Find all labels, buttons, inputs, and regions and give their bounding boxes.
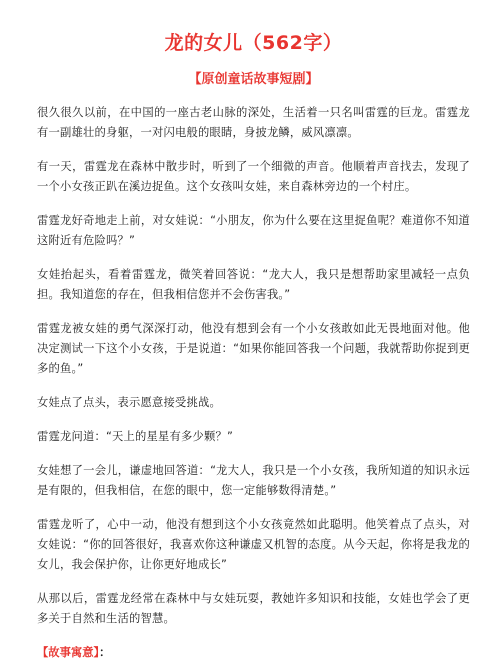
paragraph: 雷霆龙听了，心中一动，他没有想到这个小女孩竟然如此聪明。他笑着点了点头，对女娃说：“你的回答很好，我喜欢你这种谦虚又机智的态度。从今天起，你将是我龙的女儿，我会保护你，让你更好地成长” <box>37 518 470 571</box>
paragraph: 女娃抬起头，看着雷霆龙，微笑着回答说：“龙大人，我只是想帮助家里减轻一点负担。我知道您的存在，但我相信您并不会伤害我。” <box>37 268 470 301</box>
story-body <box>37 103 470 663</box>
moral-label: 【故事寓意】 <box>37 646 100 659</box>
paragraph: 从那以后，雷霆龙经常在森林中与女娃玩耍，教她许多知识和技能，女娃也学会了更多关于自然和生活的智慧。 <box>37 592 470 625</box>
paragraph: 很久很久以前，在中国的一座古老山脉的深处，生活着一只名叫雷霆的巨龙。雷霆龙有一副雄壮的身躯，一对闪电般的眼睛，身披龙鳞，威风凛凛。 <box>37 106 470 139</box>
paragraph: 雷霆龙被女娃的勇气深深打动，他没有想到会有一个小女孩敢如此无畏地面对他。他决定测试一下这个小女孩，于是说道：“如果你能回答我一个问题，我就帮助你捉到更多的鱼。” <box>37 322 470 375</box>
page-subtitle: 【原创童话故事短剧】 <box>188 72 319 87</box>
paragraph: 雷霆龙好奇地走上前，对女娃说：“小朋友，你为什么要在这里捉鱼呢？难道你不知道这附近有危险吗？” <box>37 214 470 247</box>
paragraph: 女娃点了点头，表示愿意接受挑战。 <box>37 396 221 409</box>
moral-heading <box>37 643 470 663</box>
paragraph: 有一天，雷霆龙在森林中散步时，听到了一个细微的声音。他顺着声音找去，发现了一个小女孩正趴在溪边捉鱼。这个女孩叫女娃，来自森林旁边的一个村庄。 <box>37 160 470 193</box>
paragraph: 雷霆龙问道：“天上的星星有多少颗？” <box>37 430 234 443</box>
paragraph: 女娃想了一会儿，谦虚地回答道：“龙大人，我只是一个小女孩，我所知道的知识永远是有限的，但我相信，在您的眼中，您一定能够数得清楚。” <box>37 464 470 497</box>
moral-suffix: ： <box>99 646 111 659</box>
page-title: 龙的女儿（562字） <box>164 32 343 54</box>
